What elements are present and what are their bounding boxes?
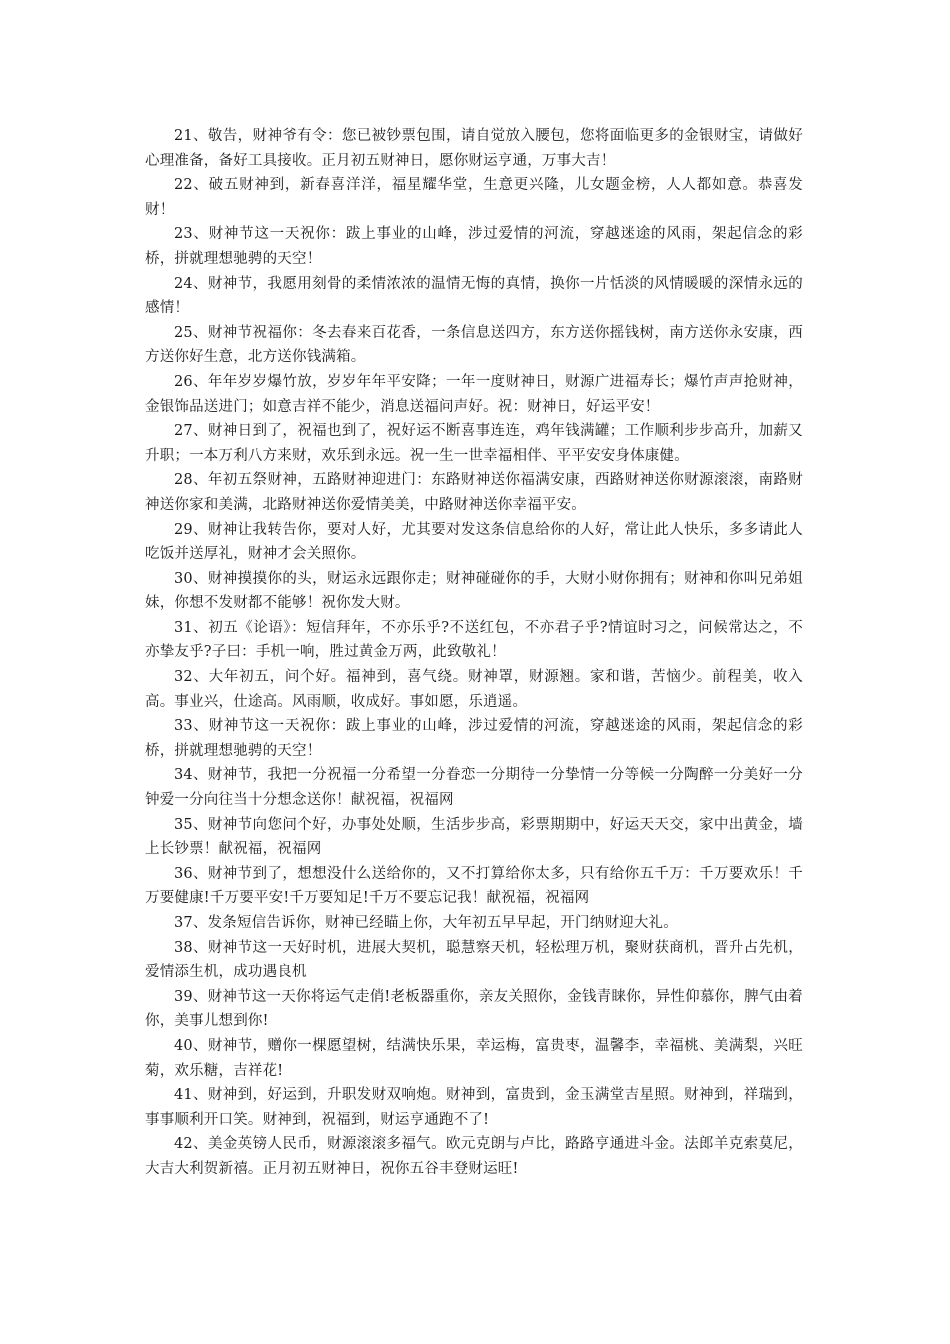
blessing-paragraph-40: 40、财神节，赠你一棵愿望树，结满快乐果，幸运梅，富贵枣，温馨李，幸福桃、美满梨，兴旺菊，欢乐糖，吉祥花! [145, 1037, 803, 1079]
blessing-paragraph-22: 22、破五财神到，新春喜洋洋，福星耀华堂，生意更兴隆，儿女题金榜，人人都如意。恭喜发财！ [145, 177, 803, 218]
blessing-paragraph-33: 33、财神节这一天祝你：跋上事业的山峰，涉过爱情的河流，穿越迷途的风雨，架起信念的彩桥，拼就理想驰骋的天空！ [145, 718, 803, 759]
blessing-paragraph-42: 42、美金英镑人民币，财源滚滚多福气。欧元克朗与卢比，路路亨通进斗金。法郎羊克索莫尼，大吉大利贺新禧。正月初五财神日，祝你五谷丰登财运旺! [145, 1136, 803, 1177]
blessing-paragraph-36: 36、财神节到了，想想没什么送给你的，又不打算给你太多，只有给你五千万：千万要欢乐！千万要健康!千万要平安!千万要知足!千万不要忘记我！献祝福，祝福网 [145, 865, 803, 907]
blessing-paragraph-30: 30、财神摸摸你的头，财运永远跟你走；财神碰碰你的手，大财小财你拥有；财神和你叫兄弟姐妹，你想不发财都不能够！祝你发大财。 [145, 570, 803, 612]
blessing-paragraph-39: 39、财神节这一天你将运气走俏!老板器重你，亲友关照你，金钱青睐你，异性仰慕你，脾气由着你，美事儿想到你! [145, 988, 803, 1030]
blessing-paragraph-26: 26、年年岁岁爆竹放，岁岁年年平安降；一年一度财神日，财源广进福寿长；爆竹声声抢财神，金银饰品送进门；如意吉祥不能少，消息送福问声好。祝：财神日，好运平安！ [145, 373, 803, 415]
blessing-paragraph-38: 38、财神节这一天好时机，进展大契机，聪慧察天机，轻松理万机，聚财获商机，晋升占先机，爱情添生机，成功遇良机 [145, 939, 803, 981]
blessing-paragraph-32: 32、大年初五，问个好。福神到，喜气绕。财神罩，财源翘。家和谐，苦恼少。前程美，收入高。事业兴，仕途高。风雨顺，收成好。事如愿，乐逍遥。 [145, 669, 803, 710]
blessing-paragraph-34: 34、财神节，我把一分祝福一分希望一分眷恋一分期待一分挚情一分等候一分陶醉一分美好一分钟爱一分向往当十分想念送你！献祝福，祝福网 [145, 767, 803, 809]
blessing-paragraph-27: 27、财神日到了，祝福也到了，祝好运不断喜事连连，鸡年钱满罐；工作顺利步步高升，加薪又升职；一本万利八方来财，欢乐到永远。祝一生一世幸福相伴、平平安安身体康健。 [145, 423, 803, 464]
blessing-paragraph-41: 41、财神到，好运到，升职发财双响炮。财神到，富贵到，金玉满堂吉星照。财神到，祥瑞到，事事顺利开口笑。财神到，祝福到，财运亨通跑不了! [145, 1087, 803, 1128]
blessing-paragraph-23: 23、财神节这一天祝你：跋上事业的山峰，涉过爱情的河流，穿越迷途的风雨，架起信念的彩桥，拼就理想驰骋的天空！ [145, 226, 803, 267]
blessing-paragraph-21: 21、敬告，财神爷有令：您已被钞票包围，请自觉放入腰包，您将面临更多的金银财宝，请做好心理准备，备好工具接收。正月初五财神日，愿你财运亨通，万事大吉！ [145, 128, 803, 169]
blessing-paragraph-24: 24、财神节，我愿用刻骨的柔情浓浓的温情无悔的真情，换你一片恬淡的风情暖暖的深情永远的感情！ [145, 275, 803, 317]
blessing-paragraph-37: 37、发条短信告诉你，财神已经瞄上你，大年初五早早起，开门纳财迎大礼。 [174, 915, 678, 931]
blessing-paragraph-25: 25、财神节祝福你：冬去春来百花香，一条信息送四方，东方送你摇钱树，南方送你永安康，西方送你好生意，北方送你钱满箱。 [145, 324, 803, 366]
blessing-paragraph-31: 31、初五《论语》：短信拜年，不亦乐乎?不送红包，不亦君子乎?情谊时习之，问候常达之，不亦挚友乎?子曰：手机一响，胜过黄金万两，此致敬礼！ [145, 619, 803, 661]
blessing-paragraph-28: 28、年初五祭财神，五路财神迎进门：东路财神送你福满安康，西路财神送你财源滚滚，南路财神送你家和美满，北路财神送你爱情美美，中路财神送你幸福平安。 [145, 472, 803, 513]
document-body [145, 124, 803, 1182]
blessing-paragraph-29: 29、财神让我转告你，要对人好，尤其要对发这条信息给你的人好，常让此人快乐，多多请此人吃饭并送厚礼，财神才会关照你。 [145, 521, 803, 563]
blessing-paragraph-35: 35、财神节向您问个好，办事处处顺，生活步步高，彩票期期中，好运天天交，家中出黄金，墙上长钞票！献祝福，祝福网 [145, 816, 803, 858]
